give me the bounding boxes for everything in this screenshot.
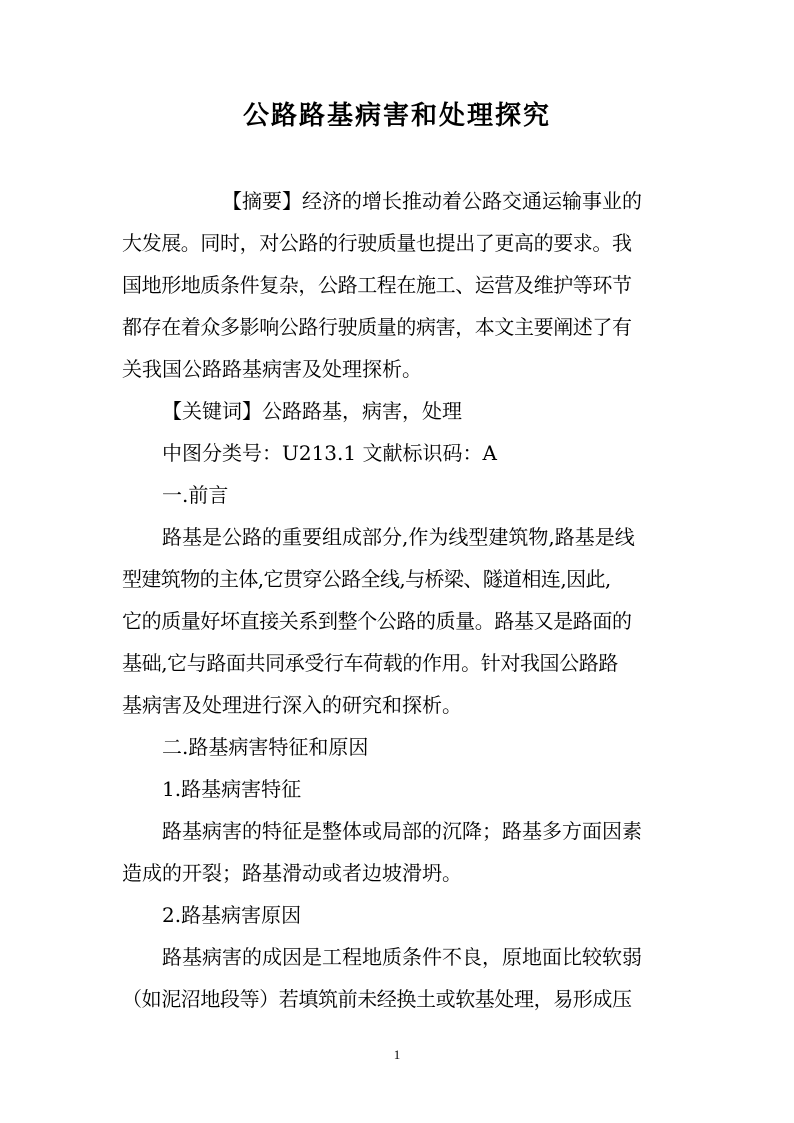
body-line-3: 它的质量好坏直接关系到整个公路的质量。路基又是路面的 xyxy=(122,609,632,633)
classification-line: 中图分类号：U213.1 文献标识码：A xyxy=(162,441,497,465)
abstract-line-4: 都存在着众多影响公路行驶质量的病害，本文主要阐述了有 xyxy=(122,315,632,339)
body-line-5: 基病害及处理进行深入的研究和探析。 xyxy=(122,693,462,717)
body-line-9: （如泥沼地段等）若填筑前未经换土或软基处理，易形成压 xyxy=(122,987,632,1011)
body-line-4: 基础,它与路面共同承受行车荷载的作用。针对我国公路路 xyxy=(122,651,618,675)
body-line-6: 路基病害的特征是整体或局部的沉降；路基多方面因素 xyxy=(162,819,642,843)
abstract-line-2: 大发展。同时，对公路的行驶质量也提出了更高的要求。我 xyxy=(122,231,632,255)
subheading-reasons: 2.路基病害原因 xyxy=(162,903,302,927)
section-heading-foreword: 一.前言 xyxy=(162,483,229,507)
document-title: 公路路基病害和处理探究 xyxy=(242,101,551,131)
abstract-line-1: 【摘要】经济的增长推动着公路交通运输事业的 xyxy=(222,189,642,213)
body-line-7: 造成的开裂；路基滑动或者边坡滑坍。 xyxy=(122,861,462,885)
subheading-features: 1.路基病害特征 xyxy=(162,777,302,801)
page-number: 1 xyxy=(393,1047,401,1062)
body-line-2: 型建筑物的主体,它贯穿公路全线,与桥梁、隧道相连,因此, xyxy=(122,567,611,591)
section-heading-causes: 二.路基病害特征和原因 xyxy=(162,735,369,759)
keywords-line: 【关键词】公路路基，病害，处理 xyxy=(162,399,462,423)
body-line-1: 路基是公路的重要组成部分,作为线型建筑物,路基是线 xyxy=(162,525,635,549)
abstract-line-3: 国地形地质条件复杂，公路工程在施工、运营及维护等环节 xyxy=(122,273,632,297)
body-line-8: 路基病害的成因是工程地质条件不良，原地面比较软弱 xyxy=(162,945,642,969)
abstract-line-5: 关我国公路路基病害及处理探析。 xyxy=(122,357,422,381)
